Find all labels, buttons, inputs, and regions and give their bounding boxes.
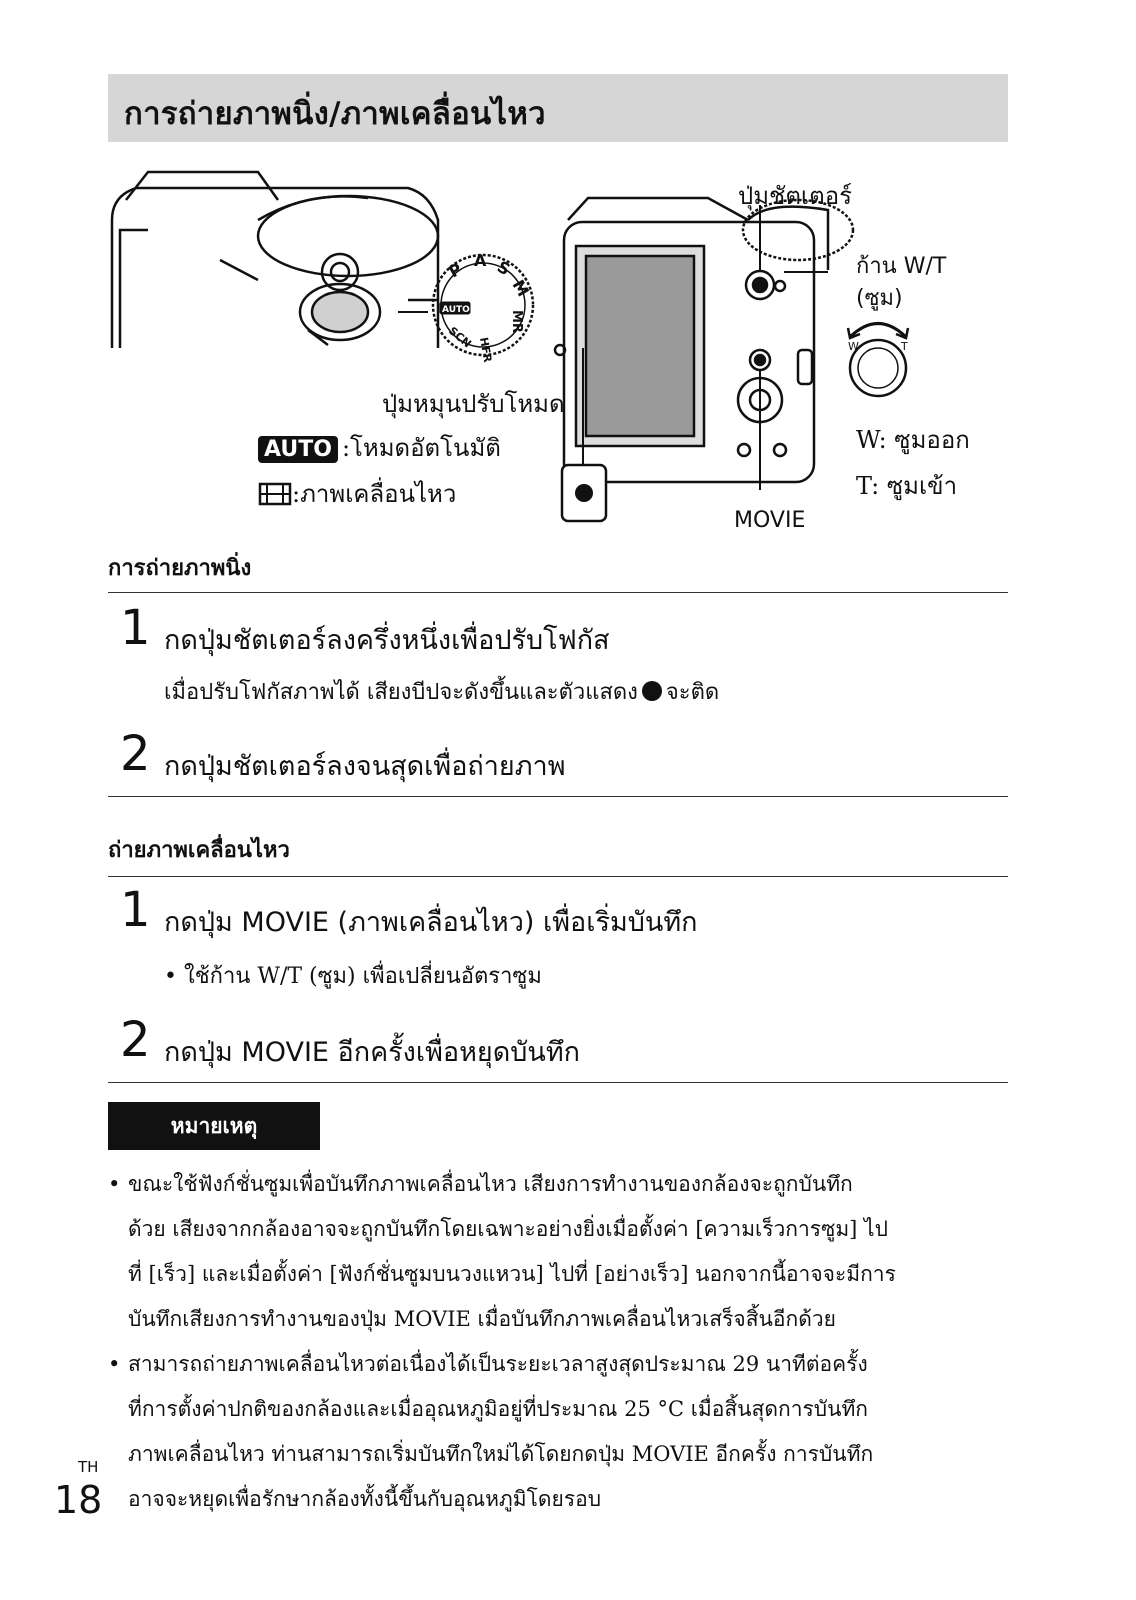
movie-step-1-number: 1 — [120, 882, 151, 938]
film-icon — [258, 482, 292, 506]
note-2-line: ภาพเคลื่อนไหว ท่านสามารถเริ่มบันทึกใหม่ได้โดยกดปุ่ม MOVIE อีกครั้ง การบันทึก — [128, 1442, 874, 1466]
movie-mode-desc: :ภาพเคลื่อนไหว — [292, 480, 457, 508]
zoom-lever-label: ก้าน W/T — [856, 254, 947, 279]
svg-text:P: P — [445, 259, 466, 282]
note-2-line: อาจจะหยุดเพื่อรักษากล้องทั้งนี้ขึ้นกับอุณหภูมิโดยรอบ — [128, 1487, 602, 1511]
note-bullet: • — [108, 1172, 121, 1196]
zoom-lever-icon — [848, 324, 908, 397]
auto-mode-legend — [258, 428, 501, 467]
still-step-1-sub-text: เมื่อปรับโฟกัสภาพได้ เสียงบีปจะดังขึ้นและตัวแสดง — [164, 680, 638, 705]
camera-top-view — [112, 172, 438, 348]
note-1-line: ด้วย เสียงจากกล้องอาจจะถูกบันทึกโดยเฉพาะอย่างยิ่งเมื่อตั้งค่า [ความเร็วการซูม] ไป — [128, 1217, 888, 1241]
still-step-1-sub — [164, 674, 719, 709]
svg-text:MR: MR — [509, 310, 524, 333]
auto-mode-desc: :โหมดอัตโนมัติ — [341, 434, 501, 462]
svg-text:W: W — [848, 340, 859, 353]
movie-section-heading: ถ่ายภาพเคลื่อนไหว — [108, 838, 290, 863]
auto-badge-icon: AUTO — [258, 436, 338, 463]
zoom-in-label: T: ซูมเข้า — [856, 472, 958, 500]
notes-heading: หมายเหตุ — [108, 1102, 320, 1150]
movie-step-1-text: กดปุ่ม MOVIE (ภาพเคลื่อนไหว) เพื่อเริ่มบันทึก — [164, 907, 698, 938]
note-1-line: บันทึกเสียงการทำงานของปุ่ม MOVIE เมื่อบันทึกภาพเคลื่อนไหวเสร็จสิ้นอีกด้วย — [128, 1307, 836, 1331]
shutter-button-label: ปุ่มชัตเตอร์ — [738, 182, 853, 210]
camera-back-view — [555, 198, 853, 482]
mode-dial-label: ปุ่มหมุนปรับโหมด — [382, 390, 565, 418]
movie-button-label: MOVIE — [734, 508, 806, 533]
zoom-out-label: W: ซูมออก — [856, 426, 970, 454]
focus-indicator-icon — [562, 465, 606, 521]
note-bullet: • — [108, 1352, 121, 1376]
movie-step-2-number: 2 — [120, 1012, 151, 1068]
svg-text:A: A — [474, 251, 487, 270]
page-title: การถ่ายภาพนิ่ง/ภาพเคลื่อนไหว — [124, 96, 546, 132]
still-step-1-number: 1 — [120, 600, 151, 656]
notes-body — [0, 1162, 1136, 1562]
divider — [108, 592, 1008, 593]
svg-text:HFR: HFR — [477, 336, 495, 364]
divider — [108, 876, 1008, 877]
divider — [108, 796, 1008, 797]
still-step-1-sub-end: จะติด — [665, 680, 720, 705]
movie-step-2-text: กดปุ่ม MOVIE อีกครั้งเพื่อหยุดบันทึก — [164, 1037, 580, 1068]
note-2-line: ที่การตั้งค่าปกติของกล้องและเมื่ออุณหภูมิอยู่ที่ประมาณ 25 °C เมื่อสิ้นสุดการบันทึก — [128, 1397, 869, 1421]
note-2-line: สามารถถ่ายภาพเคลื่อนไหวต่อเนื่องได้เป็นระยะเวลาสูงสุดประมาณ 29 นาทีต่อครั้ง — [128, 1352, 868, 1376]
svg-text:S: S — [494, 257, 514, 280]
svg-text:M: M — [508, 276, 533, 300]
divider — [108, 1082, 1008, 1083]
page-number: 18 — [54, 1478, 103, 1522]
language-tag: TH — [78, 1458, 99, 1476]
svg-text:T: T — [901, 340, 908, 353]
note-1-line: ขณะใช้ฟังก์ชั่นซูมเพื่อบันทึกภาพเคลื่อนไหว เสียงการทำงานของกล้องจะถูกบันทึก — [128, 1172, 853, 1196]
mode-dial-icon — [398, 251, 533, 364]
note-1-line: ที่ [เร็ว] และเมื่อตั้งค่า [ฟังก์ชั่นซูมบนวงแหวน] ไปที่ [อย่างเร็ว] นอกจากนี้อาจจะมีการ — [128, 1262, 896, 1286]
svg-text:AUTO: AUTO — [442, 305, 470, 315]
movie-step-1-sub: • ใช้ก้าน W/T (ซูม) เพื่อเปลี่ยนอัตราซูม — [164, 964, 542, 989]
still-step-2-number: 2 — [120, 726, 151, 782]
still-step-1-text: กดปุ่มชัตเตอร์ลงครึ่งหนึ่งเพื่อปรับโฟกัส — [164, 625, 610, 656]
zoom-lever-label-sub: (ซูม) — [856, 286, 903, 311]
svg-text:SCN: SCN — [446, 324, 474, 351]
still-step-2-text: กดปุ่มชัตเตอร์ลงจนสุดเพื่อถ่ายภาพ — [164, 751, 566, 782]
movie-mode-legend — [258, 474, 456, 513]
focus-dot-icon — [642, 681, 662, 701]
still-section-heading: การถ่ายภาพนิ่ง — [108, 556, 252, 581]
